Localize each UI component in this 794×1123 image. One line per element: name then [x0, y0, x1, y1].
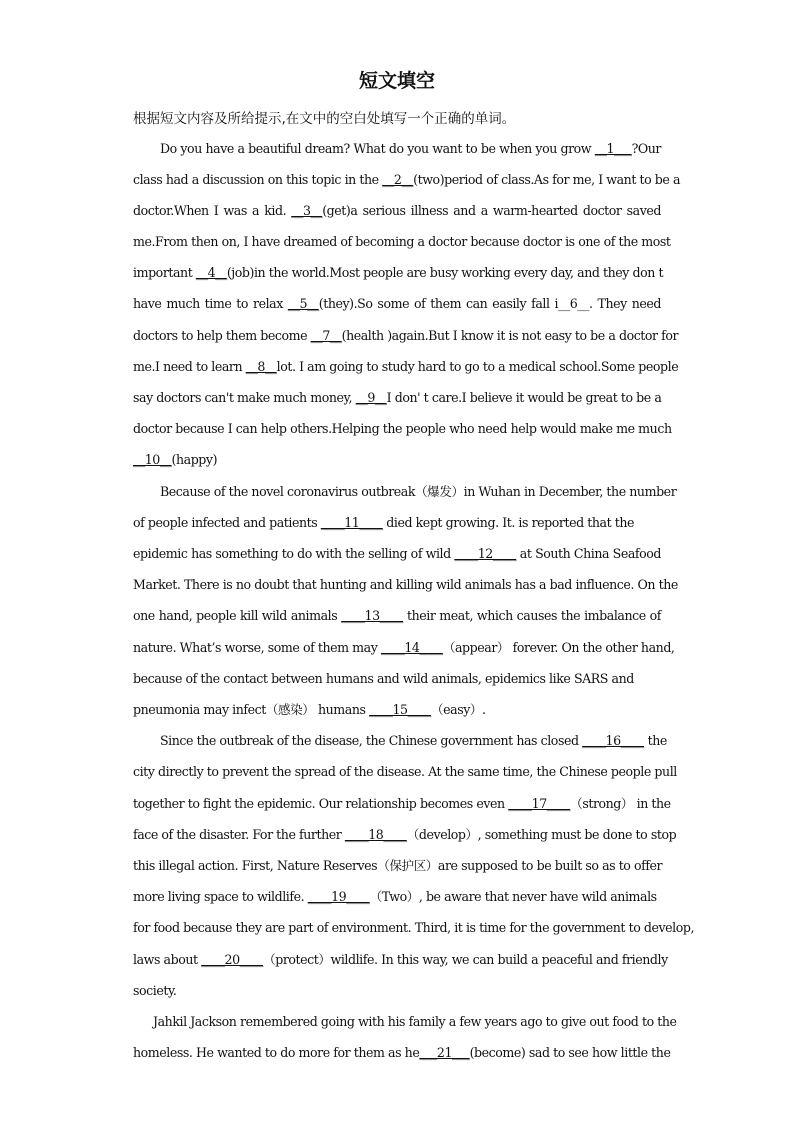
line-text: （easy）. — [430, 702, 486, 717]
text-line — [133, 390, 662, 406]
line-text: me.I need to learn — [133, 359, 246, 374]
answer-blank: __3__ — [291, 203, 323, 218]
text-line — [133, 484, 677, 500]
text-line — [133, 827, 677, 843]
answer-blank: ____16____ — [582, 733, 645, 748]
line-text: this illegal action. First, Nature Reserves（保护区）are supposed to be built so as to offer — [133, 858, 663, 873]
text-line — [133, 452, 661, 468]
text-line — [133, 296, 661, 312]
line-text: (health )again.But I know it is not easy to be a doctor for — [341, 328, 679, 343]
line-text: city directly to prevent the spread of the disease. At the same time, the Chinese people pull — [133, 764, 677, 779]
text-line — [133, 515, 635, 531]
line-text: for food because they are part of environment. Third, it is time for the government to develop, — [133, 920, 695, 935]
text-line — [133, 671, 634, 687]
line-text: doctor.When I was a kid. — [133, 203, 292, 218]
line-text: （Two）, be aware that never have wild animals — [369, 889, 657, 904]
text-line — [133, 608, 661, 624]
text-line — [133, 265, 664, 281]
answer-blank: ____17____ — [508, 796, 571, 811]
text-line — [133, 858, 663, 874]
answer-blank: ____18____ — [344, 827, 407, 842]
line-text: I don' t care.I believe it would be great to be a — [386, 390, 662, 405]
text-line — [133, 952, 668, 968]
answer-blank: ____12____ — [454, 546, 517, 561]
line-text: （strong） in the — [570, 796, 671, 811]
text-line — [133, 640, 675, 656]
line-text: (become) sad to see how little the — [469, 1045, 671, 1060]
answer-blank: ____15____ — [369, 702, 431, 717]
text-line — [133, 796, 671, 812]
line-text: (they).So some of them can easily fall i__6__. They need — [318, 296, 661, 311]
line-text: pneumonia may infect（感染） humans — [133, 702, 370, 717]
text-line — [133, 920, 695, 936]
line-text: lot. I am going to study hard to go to a medical school.Some people — [276, 359, 679, 374]
line-text: their meat, which causes the imbalance of — [403, 608, 661, 623]
line-text: Do you have a beautiful dream? What do you want to be when you grow — [160, 141, 595, 156]
line-text: ?Our — [631, 141, 661, 156]
line-text: Since the outbreak of the disease, the Chinese government has closed — [160, 733, 583, 748]
line-text: （protect）wildlife. In this way, we can build a peaceful and friendly — [263, 952, 668, 967]
text-line — [133, 141, 661, 157]
line-text: (get)a serious illness and a warm-hearted doctor saved — [322, 203, 661, 218]
line-text: society. — [133, 983, 177, 998]
line-text: nature. What’s worse, some of them may — [133, 640, 381, 655]
answer-blank: __2__ — [382, 172, 414, 187]
line-text: together to fight the epidemic. Our relationship becomes even — [133, 796, 509, 811]
line-text: epidemic has something to do with the selling of wild — [133, 546, 455, 561]
page-title: 短文填空 — [358, 70, 435, 92]
answer-blank: __4__ — [195, 265, 227, 280]
text-line — [133, 546, 661, 562]
line-text: homeless. He wanted to do more for them as he — [133, 1045, 420, 1060]
instructions: 根据短文内容及所给提示,在文中的空白处填写一个正确的单词。 — [133, 111, 516, 127]
text-line — [153, 1014, 677, 1030]
line-text: have much time to relax — [133, 296, 288, 311]
line-text: me.From then on, I have dreamed of becoming a doctor because doctor is one of the most — [133, 234, 671, 249]
line-text: of people infected and patients — [133, 515, 321, 530]
answer-blank: ____20____ — [201, 952, 264, 967]
line-text: more living space to wildlife. — [133, 889, 308, 904]
answer-blank: __10__ — [133, 452, 172, 467]
text-line — [133, 172, 681, 188]
line-text: （appear） forever. On the other hand, — [442, 640, 675, 655]
answer-blank: ___21___ — [419, 1045, 470, 1060]
answer-blank: __7__ — [310, 328, 342, 343]
line-text: because of the contact between humans and wild animals, epidemics like SARS and — [133, 671, 634, 686]
line-text: Market. There is no doubt that hunting and killing wild animals has a bad influence. On the — [133, 577, 678, 592]
line-text: the — [644, 733, 667, 748]
line-text: doctor because I can help others.Helping the people who need help would make me much — [133, 421, 672, 436]
text-line — [133, 733, 667, 749]
line-text: doctors to help them become — [133, 328, 311, 343]
text-line — [133, 234, 671, 250]
text-line — [133, 328, 679, 344]
answer-blank: __8__ — [245, 359, 277, 374]
answer-blank: ____13____ — [341, 608, 404, 623]
text-line — [133, 983, 661, 999]
line-text: died kept growing. It. is reported that the — [382, 515, 635, 530]
line-text: at South China Seafood — [516, 546, 661, 561]
line-text: important — [133, 265, 196, 280]
text-line — [133, 203, 661, 219]
text-line — [133, 1045, 671, 1061]
line-text: one hand, people kill wild animals — [133, 608, 342, 623]
line-text: Because of the novel coronavirus outbreak（爆发）in Wuhan in December, the number — [160, 484, 677, 499]
text-line — [133, 889, 657, 905]
line-text: (job)in the world.Most people are busy working every day, and they don t — [226, 265, 664, 280]
text-line — [133, 577, 678, 593]
answer-blank: __5__ — [287, 296, 319, 311]
line-text: laws about — [133, 952, 202, 967]
line-text: Jahkil Jackson remembered going with his family a few years ago to give out food to the — [153, 1014, 677, 1029]
answer-blank: __9__ — [355, 390, 387, 405]
text-line — [133, 421, 672, 437]
line-text: say doctors can't make much money, — [133, 390, 356, 405]
line-text: class had a discussion on this topic in the — [133, 172, 383, 187]
answer-blank: ____19____ — [307, 889, 370, 904]
line-text: face of the disaster. For the further — [133, 827, 345, 842]
answer-blank: ____14____ — [380, 640, 443, 655]
line-text: （develop）, something must be done to stop — [406, 827, 677, 842]
text-line — [133, 359, 679, 375]
line-text: (happy) — [171, 452, 218, 467]
text-line — [133, 702, 661, 718]
answer-blank: ____11____ — [320, 515, 383, 530]
line-text: (two)period of class.As for me, I want to be a — [413, 172, 681, 187]
text-line — [133, 764, 677, 780]
answer-blank: __1___ — [594, 141, 632, 156]
